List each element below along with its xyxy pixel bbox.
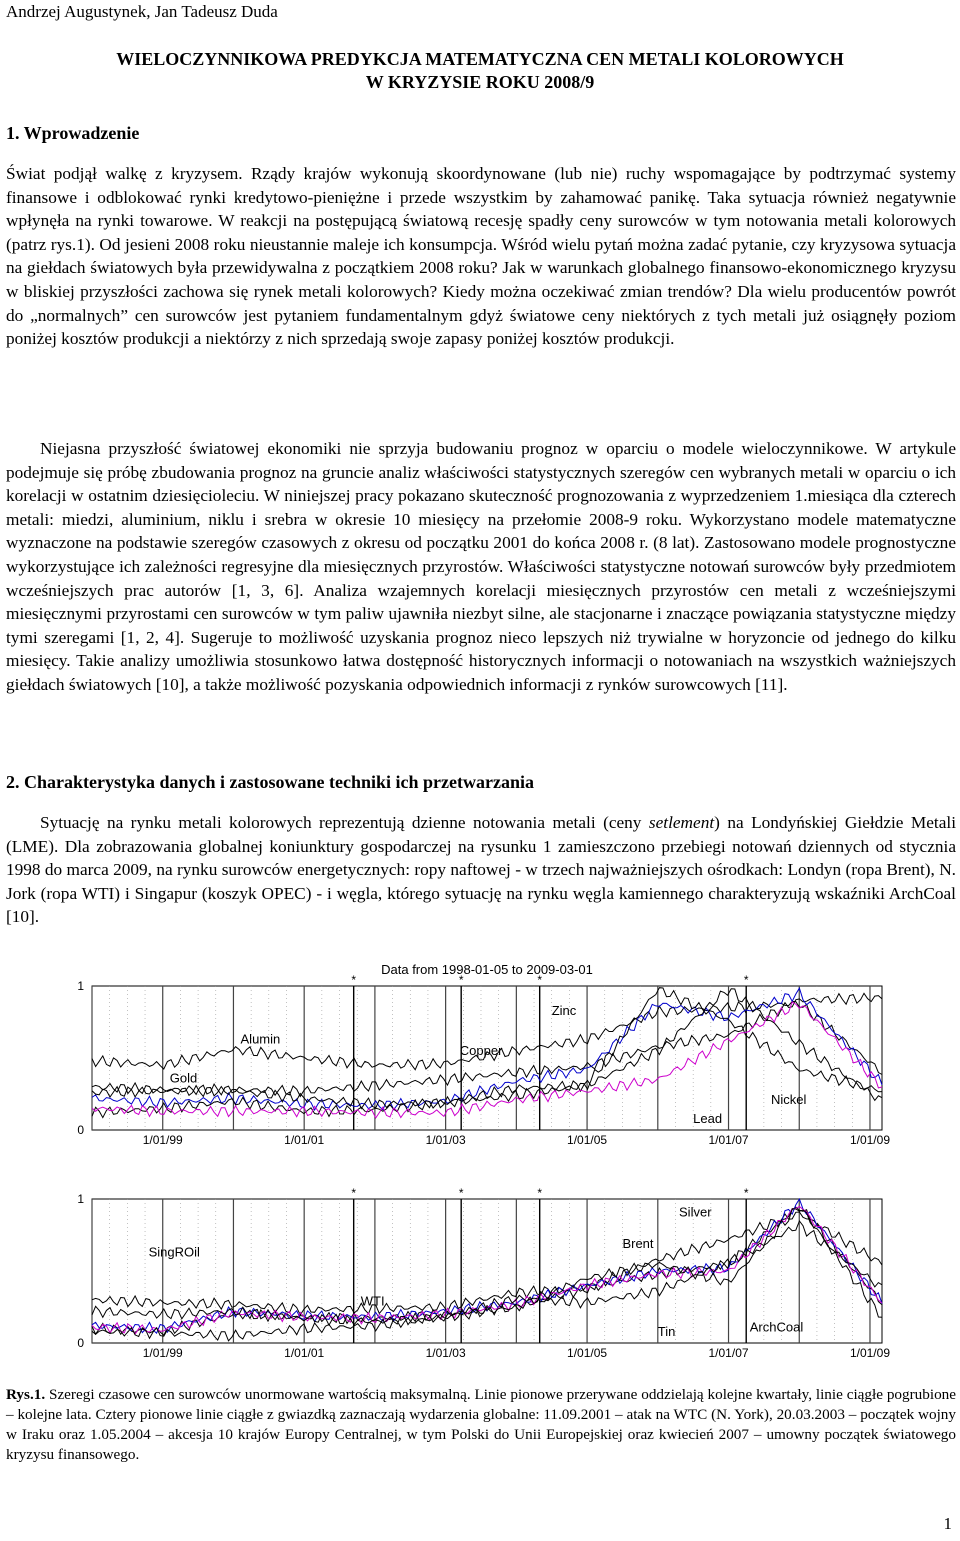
paper-title-line-1: WIELOCZYNNIKOWA PREDYKCJA MATEMATYCZNA CEN METALI KOLOROWYCH — [116, 49, 844, 69]
series-line-singroil — [92, 1207, 882, 1335]
series-label-archcoal: ArchCoal — [749, 1319, 804, 1335]
y-tick-label: 0 — [77, 1336, 84, 1350]
event-star: * — [537, 1186, 543, 1200]
series-label-copper: Copper — [459, 1043, 503, 1059]
figure-caption — [6, 1385, 956, 1465]
x-tick-label: 1/01/07 — [708, 1346, 749, 1360]
series-label-zinc: Zinc — [551, 1002, 577, 1018]
series-label-wti: WTI — [360, 1293, 385, 1309]
y-tick-label: 1 — [77, 979, 84, 993]
running-header-authors: Andrzej Augustynek, Jan Tadeusz Duda — [6, 2, 278, 21]
series-label-lead: Lead — [693, 1110, 723, 1126]
x-tick-label: 1/01/01 — [284, 1346, 325, 1360]
series-label-singroil: SingROil — [148, 1244, 200, 1260]
y-tick-label: 0 — [77, 1123, 84, 1137]
section-2-emphasis: setlement — [648, 813, 715, 832]
x-tick-label: 1/01/03 — [425, 1346, 466, 1360]
figure-caption-text: Szeregi czasowe cen surowców unormowane wartością maksymalną. Linie pionowe przerywane oddzielają kolejne kwartały, linie ciągłe pogrubione – kolejne lata. Cztery pionowe linie ciągłe z gwiazdką zaznaczają wydarzenia globalne: 11.09.2001 – atak na WTC (N. York), 20.03.2003 – początek wojny w Iraku oraz 1.05.2004 – akcesja 10 krajów Europy Centralnej, w tym Polski do Unii Europejskiej oraz kwiecień 2007 – umowny początek światowego kryzysu finansowego. — [6, 1386, 956, 1463]
event-star: * — [537, 973, 543, 987]
metals-price-chart — [0, 958, 960, 1163]
page-number: 1 — [943, 1514, 952, 1533]
paper-title-line-2: W KRYZYSIE ROKU 2008/9 — [365, 72, 595, 92]
series-label-nickel: Nickel — [770, 1092, 807, 1108]
event-star: * — [743, 1186, 749, 1200]
event-star: * — [351, 973, 357, 987]
section-2-text-post: ) na Londyńskiej Giełdzie Metali (LME). Dla zobrazowania globalnej koniunktury gospodarczej na rysunku 1 zamieszczono przebiegi notowań dziennych od stycznia 1998 do marca 2009, na rynku surowców energetycznych: ropy naftowej - w trzech najważniejszych ośrodkach: Londyn (ropa Brent), N. Jork (ropa WTI) i Singapur (koszyk OPEC) - i węgla, którego sytuację na rynku węgla kamiennego charakteryzują wskaźniki ArchCoal [10]. — [6, 813, 957, 927]
series-line-alumin — [92, 1002, 882, 1075]
y-tick-label: 1 — [77, 1192, 84, 1206]
series-label-brent: Brent — [622, 1235, 654, 1251]
series-label-silver: Silver — [679, 1204, 712, 1220]
series-line-silver — [92, 1212, 882, 1315]
x-tick-label: 1/01/99 — [142, 1346, 183, 1360]
section-2-paragraph-1 — [6, 811, 956, 929]
event-star: * — [743, 973, 749, 987]
x-tick-label: 1/01/01 — [284, 1133, 325, 1147]
series-label-gold: Gold — [169, 1070, 198, 1086]
series-label-tin: Tin — [657, 1323, 676, 1339]
chart-title: Data from 1998-01-05 to 2009-03-01 — [381, 962, 593, 977]
x-tick-label: 1/01/09 — [849, 1346, 891, 1360]
energy-price-chart — [0, 1185, 960, 1375]
section-2-text-pre: Sytuację na rynku metali kolorowych reprezentują dzienne notowania metali (ceny — [40, 813, 649, 832]
section-2-heading: 2. Charakterystyka danych i zastosowane techniki ich przetwarzania — [6, 772, 534, 792]
x-tick-label: 1/01/07 — [708, 1133, 749, 1147]
section-1-heading: 1. Wprowadzenie — [6, 123, 140, 143]
event-star: * — [458, 973, 464, 987]
x-tick-label: 1/01/05 — [567, 1133, 608, 1147]
figure-caption-label: Rys.1. — [6, 1386, 46, 1403]
x-tick-label: 1/01/05 — [567, 1346, 608, 1360]
x-tick-label: 1/01/09 — [849, 1133, 891, 1147]
event-star: * — [458, 1186, 464, 1200]
section-1-paragraph-2: Niejasna przyszłość światowej ekonomiki nie sprzyja budowaniu prognoz w oparciu o modele wieloczynnikowe. W artykule podejmuje się próbę zbudowania prognoz na gruncie analiz właściwości statystycznych szeregów cen wybranych metali w oparciu o ich korelacji w ostatnim dziesięcioleciu. W niniejszej pracy pokazano skuteczność prognozowania z wyprzedzeniem 1.miesiąca dla czterech metali: miedzi, aluminium, niklu i srebra w okresie 10 miesięcy na przełomie 2008-9 roku. Wykorzystano modele matematyczne wyznaczone na podstawie szeregów czasowych z okresu od początku 2001 do końca 2008 r. (8 lat). Zastosowano modele prognostyczne wykorzystujące ich zależności regresyjne dla miesięcznych przyrostów. Właściwości statystyczne notowań surowców były przedmiotem wcześniejszych prac autorów [1, 3, 6]. Analiza wzajemnych korelacji miesięcznych przyrostów cen metali z wcześniejszymi miesięcznymi przyrostami cen surowców w tym paliw ujawniła niezbyt silne, ale stacjonarne i znaczące powiązania statystyczne między tymi szeregami [1, 2, 4]. Sugeruje to możliwość uzyskania prognoz nieco lepszych niż trywialne w horyzoncie od jednego do kilku miesięcy. Takie analizy umożliwia stosunkowo łatwa dostępność historycznych informacji o notowaniach na wszystkich ważniejszych giełdach światowych [10], a także możliwość pozyskania odpowiednich informacji z rynków surowcowych [11]. — [6, 439, 956, 694]
event-star: * — [351, 1186, 357, 1200]
x-tick-label: 1/01/03 — [425, 1133, 466, 1147]
series-line-brent — [92, 1207, 882, 1335]
section-1-paragraph-1: Świat podjął walkę z kryzysem. Rządy krajów wykonują skoordynowane (lub nie) ruchy wspomagające by podtrzymać systemy finansowe i odblokować rynki kredytowo-pieniężne i przede wszystkim by zahamować panikę. Taka sytuacja również negatywnie wpłynęła na rynki towarowe. W reakcji na postępującą światową recesję spadły ceny surowców w tym notowania metali kolorowych (patrz rys.1). Od jesieni 2008 roku nieustannie maleje ich konsumpcja. Wśród wielu pytań można zadać pytanie, czy kryzysowa sytuacja na giełdach światowych była przewidywalna z początkiem 2008 roku? Jak w warunkach globalnego finansowo-ekonomicznego kryzysu w bliskiej przyszłości zachowa się rynek metali kolorowych? Kiedy można oczekiwać zmian trendów? Dla wielu producentów powrót do „normalnych” cen surowców jest pytaniem fundamentalnym gdyż światowe ceny niektórych z tych metali już osiągnęły poziom poniżej kosztów produkcji a niektórzy z nich sprzedają swoje zapasy poniżej kosztów produkcji. — [6, 164, 956, 349]
x-tick-label: 1/01/99 — [142, 1133, 183, 1147]
series-label-alumin: Alumin — [240, 1031, 281, 1047]
